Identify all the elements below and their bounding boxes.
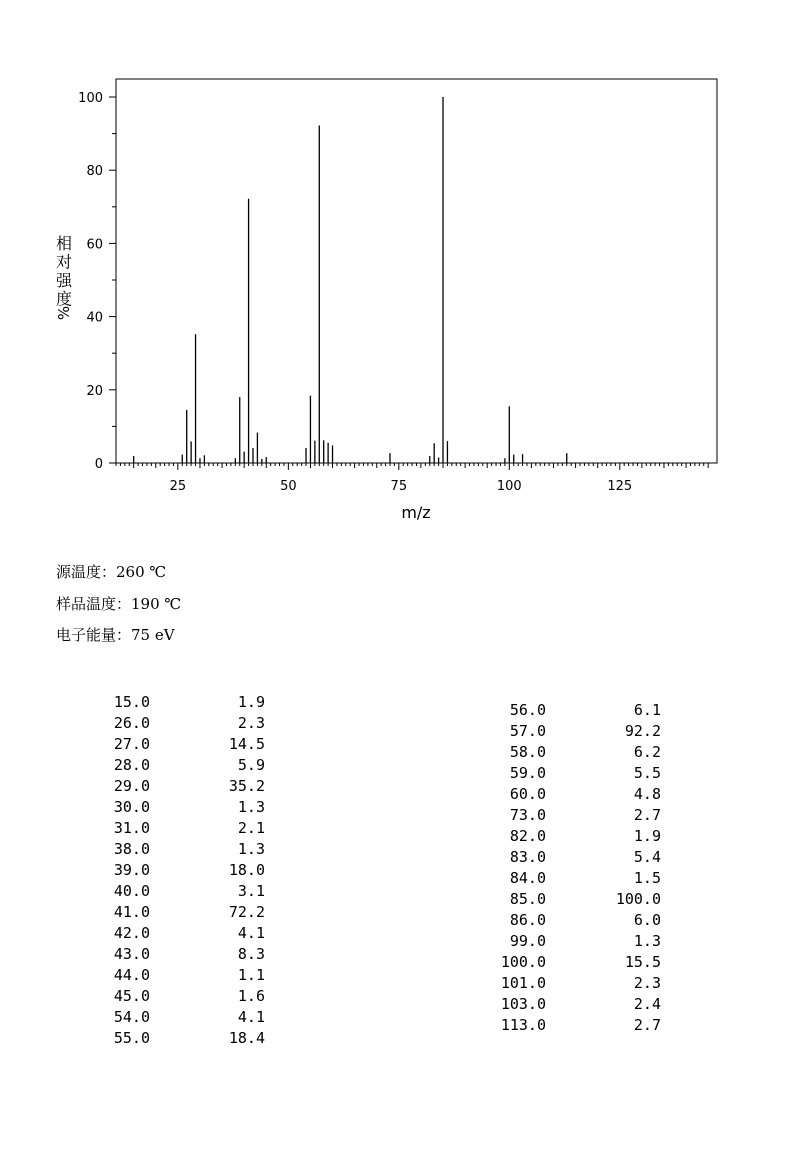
electron-energy-label: 电子能量： [56,626,132,644]
y-tick-label: 100 [78,91,103,106]
mz-value: 85.0 [509,890,546,908]
abundance-value: 6.0 [633,911,661,929]
abundance-value: 1.9 [633,827,661,845]
mz-value: 60.0 [509,785,546,803]
peak-table-row [95,839,265,860]
peak-sticks [134,97,567,463]
abundance-value: 5.4 [633,848,661,866]
peak-table-row [95,944,265,965]
peak-table-row [95,986,265,1007]
abundance-value: 6.1 [633,701,661,719]
x-axis [116,463,708,494]
mz-value: 27.0 [113,735,150,753]
abundance-value: 1.9 [237,693,265,711]
abundance-value: 1.1 [237,966,265,984]
peak-table-row [491,973,661,994]
abundance-value: 5.9 [237,756,265,774]
abundance-value: 2.3 [633,974,661,992]
mz-value: 31.0 [113,819,150,837]
y-tick-label: 0 [94,457,103,472]
peak-table-row [95,1028,265,1049]
mz-value: 42.0 [113,924,150,942]
mz-value: 45.0 [113,987,150,1005]
mz-value: 83.0 [509,848,546,866]
peak-table-row [491,847,661,868]
peak-table-row [491,721,661,742]
peak-table-row [95,713,265,734]
sample-temperature [56,593,181,614]
y-label-char: 强 [55,271,73,290]
abundance-value: 35.2 [228,777,265,795]
y-label-char: 相 [55,234,73,253]
abundance-value: 6.2 [633,743,661,761]
peak-table-row [491,826,661,847]
peak-table-row [491,1015,661,1036]
mz-value: 73.0 [509,806,546,824]
mz-value: 43.0 [113,945,150,963]
peak-table-row [95,860,265,881]
x-tick-label: 125 [607,479,633,494]
x-tick-label: 25 [169,479,187,494]
mz-value: 82.0 [509,827,546,845]
y-label-char: % [55,305,73,321]
mz-value: 29.0 [113,777,150,795]
peak-table-row [95,818,265,839]
abundance-value: 4.8 [633,785,661,803]
peak-table-row [491,763,661,784]
mz-value: 26.0 [113,714,150,732]
abundance-value: 72.2 [228,903,265,921]
plot-frame [116,79,717,463]
abundance-value: 15.5 [624,953,661,971]
y-axis-label [55,234,73,320]
peak-table-left [95,692,265,1049]
peak-table-row [95,923,265,944]
peak-table-row [491,805,661,826]
mz-value: 100.0 [500,953,546,971]
abundance-value: 18.0 [228,861,265,879]
abundance-value: 5.5 [633,764,661,782]
mz-value: 41.0 [113,903,150,921]
peak-table-row [95,797,265,818]
peak-table-row [491,952,661,973]
electron-energy-value: 75 eV [131,626,175,644]
abundance-value: 1.3 [633,932,661,950]
peak-table-row [95,1007,265,1028]
peak-table-row [491,910,661,931]
mz-value: 86.0 [509,911,546,929]
abundance-value: 4.1 [237,924,265,942]
source-temperature-value: 260 ℃ [116,563,167,581]
electron-energy [56,624,175,645]
mz-value: 15.0 [113,693,150,711]
y-tick-label: 20 [86,383,103,399]
peak-table-right [491,700,661,1036]
peak-table-row [491,700,661,721]
mz-value: 40.0 [113,882,150,900]
y-label-char: 对 [55,252,73,272]
mz-value: 58.0 [509,743,546,761]
peak-table-row [95,881,265,902]
mz-value: 99.0 [509,932,546,950]
mz-value: 57.0 [509,722,546,740]
mz-value: 55.0 [113,1029,150,1047]
abundance-value: 2.7 [633,1016,661,1034]
peak-table-row [491,889,661,910]
peak-table-row [95,734,265,755]
abundance-value: 18.4 [228,1029,265,1047]
mz-value: 84.0 [509,869,546,887]
y-tick-label: 40 [86,310,103,326]
mz-value: 28.0 [113,756,150,774]
abundance-value: 1.5 [633,869,661,887]
mz-value: 59.0 [509,764,546,782]
abundance-value: 92.2 [624,722,661,740]
abundance-value: 2.1 [237,819,265,837]
peak-table-row [491,931,661,952]
peak-table-row [95,692,265,713]
mz-value: 38.0 [113,840,150,858]
peak-table-row [95,755,265,776]
abundance-value: 2.3 [237,714,265,732]
abundance-value: 14.5 [228,735,265,753]
mz-value: 30.0 [113,798,150,816]
mz-value: 101.0 [500,974,546,992]
mz-value: 44.0 [113,966,150,984]
y-tick-label: 80 [86,164,103,180]
abundance-value: 8.3 [237,945,265,963]
y-tick-label: 60 [86,237,103,253]
peak-table-row [95,776,265,797]
abundance-value: 4.1 [237,1008,265,1026]
peak-table-row [491,742,661,763]
peak-table-row [491,994,661,1015]
mass-spectrum-chart [0,0,794,530]
abundance-value: 2.7 [633,806,661,824]
mz-value: 113.0 [500,1016,546,1034]
x-tick-label: 75 [390,479,408,494]
abundance-value: 100.0 [615,890,661,908]
peak-table-row [491,784,661,805]
mz-value: 39.0 [113,861,150,879]
x-tick-label: 50 [280,479,297,494]
abundance-value: 3.1 [237,882,265,900]
sample-temperature-label: 样品温度： [56,595,132,613]
x-axis-label: m/z [401,503,431,522]
abundance-value: 1.6 [237,987,265,1005]
peak-table-row [95,902,265,923]
mz-value: 54.0 [113,1008,150,1026]
y-label-char: 度 [55,289,73,309]
y-axis [78,91,116,472]
source-temperature [56,561,166,582]
abundance-value: 2.4 [633,995,661,1013]
mz-value: 56.0 [509,701,546,719]
abundance-value: 1.3 [237,840,265,858]
x-tick-label: 100 [496,479,522,494]
peak-table-row [95,965,265,986]
mz-value: 103.0 [500,995,546,1013]
source-temperature-label: 源温度： [56,563,117,581]
abundance-value: 1.3 [237,798,265,816]
peak-table-row [491,868,661,889]
sample-temperature-value: 190 ℃ [131,595,182,613]
